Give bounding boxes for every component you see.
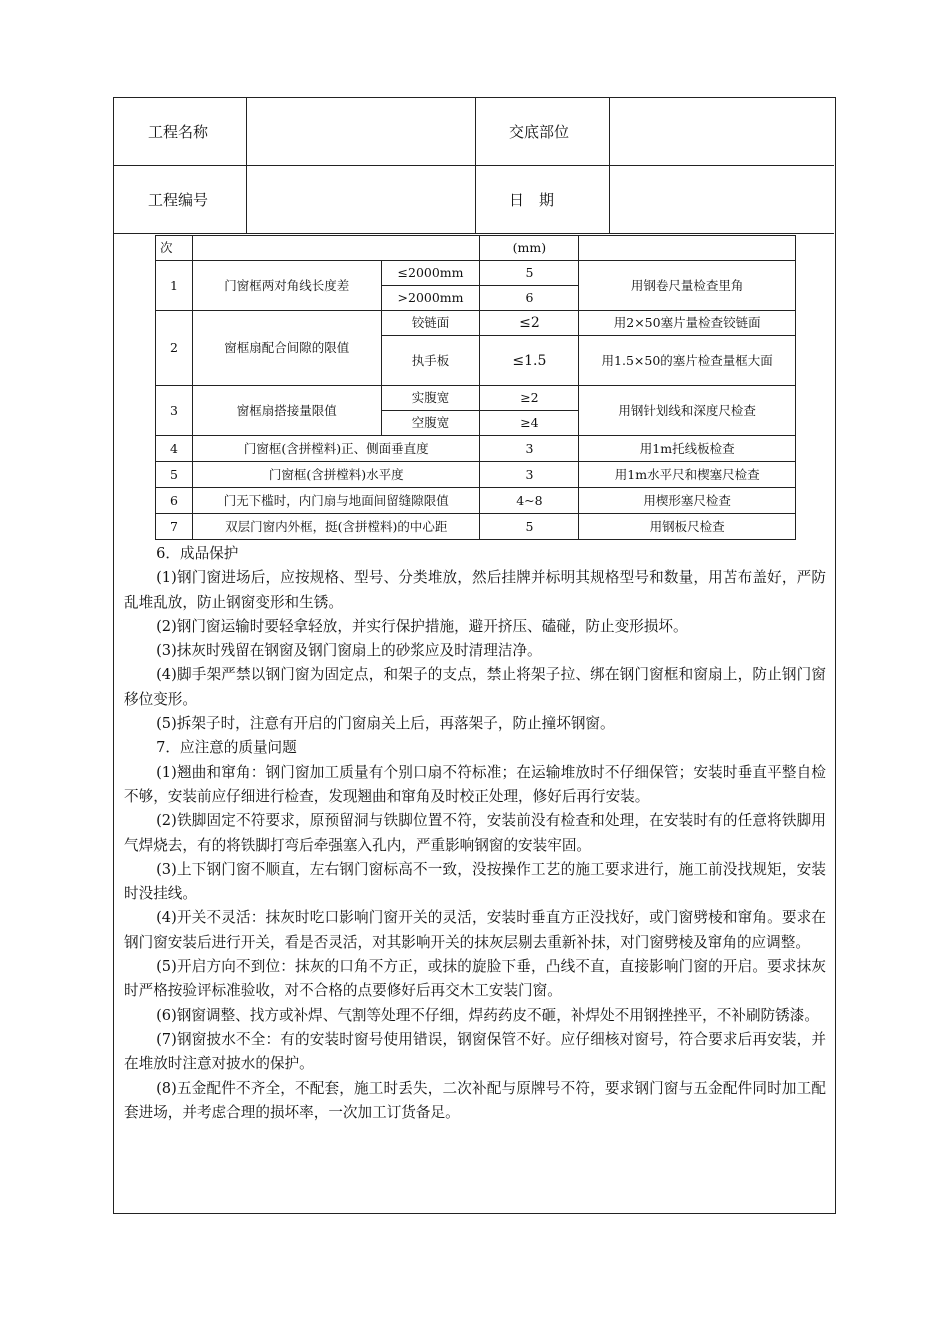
- row-value: ≤1.5: [480, 336, 579, 386]
- row-value: 3: [480, 462, 579, 488]
- paragraph: (4)脚手架严禁以钢门窗为固定点，和架子的支点，禁止将架子拉、绑在钢门窗框和窗扇上，防止钢门窗移位变形。: [124, 666, 826, 708]
- row-value: 5: [480, 261, 579, 286]
- row-no: 1: [156, 261, 193, 311]
- paragraph: (1)翘曲和窜角：钢门窗加工质量有个别口扇不符标准；在运输堆放时不仔细保管；安装时垂直平整自检不够，安装前应仔细进行检查，发现翘曲和窜角及时校正处理，修好后再行安装。: [124, 763, 826, 805]
- table-row: [156, 261, 796, 286]
- section-heading: 6．成品保护: [156, 545, 239, 562]
- head-unit: (mm): [480, 236, 579, 261]
- row-method: 用1m托线板检查: [579, 436, 796, 462]
- row-method: 用钢针划线和深度尺检查: [579, 386, 796, 436]
- row-sub: >2000mm: [381, 286, 480, 311]
- table-row: [156, 311, 796, 336]
- paragraph: (1)钢门窗进场后，应按规格、型号、分类堆放，然后挂牌并标明其规格型号和数量，用苫布盖好，严防乱堆乱放，防止钢窗变形和生锈。: [124, 569, 826, 611]
- paragraph: (8)五金配件不齐全，不配套，施工时丢失，二次补配与原牌号不符，要求钢门窗与五金配件同时加工配套进场，并考虑合理的损坏率，一次加工订货备足。: [124, 1079, 826, 1121]
- row-item: 窗框扇配合间隙的限值: [192, 311, 381, 386]
- row-no: 5: [156, 462, 193, 488]
- row-item: 门无下槛时，内门扇与地面间留缝隙限值: [192, 488, 480, 514]
- table-row: [156, 386, 796, 411]
- project-no-label: 工程编号: [114, 166, 247, 234]
- paragraph: (3)抹灰时残留在钢窗及钢门窗扇上的砂浆应及时清理洁净。: [156, 642, 542, 660]
- row-method: 用钢卷尺量检查里角: [579, 261, 796, 311]
- paragraph: (2)钢门窗运输时要轻拿轻放，并实行保护措施，避开挤压、磕碰，防止变形损坏。: [156, 617, 688, 635]
- body-text: [124, 542, 826, 1125]
- table-row: [156, 514, 796, 540]
- project-no-value: [247, 166, 476, 234]
- row-item: 门窗框(含拼樘料)正、侧面垂直度: [192, 436, 480, 462]
- row-value: 3: [480, 436, 579, 462]
- row-sub: 空腹宽: [381, 411, 480, 436]
- form-header: [114, 98, 834, 235]
- row-method: 用1m水平尺和楔塞尺检查: [579, 462, 796, 488]
- row-sub: 铰链面: [381, 311, 480, 336]
- table-row: [156, 488, 796, 514]
- row-method: 用钢板尺检查: [579, 514, 796, 540]
- row-no: 2: [156, 311, 193, 386]
- head-no: 次: [156, 236, 193, 261]
- table-head-row: [156, 236, 796, 261]
- row-method: 用2×50塞片量检查铰链面: [579, 311, 796, 336]
- head-method: [579, 236, 796, 261]
- section-label: 交底部位: [476, 98, 610, 166]
- row-sub: 实腹宽: [381, 386, 480, 411]
- row-value: ≥4: [480, 411, 579, 436]
- row-method: 用楔形塞尺检查: [579, 488, 796, 514]
- row-item: 窗框扇搭接量限值: [192, 386, 381, 436]
- paragraph: (4)开关不灵活：抹灰时吃口影响门窗开关的灵活，安装时垂直方正没找好，或门窗劈棱和窜角。要求在钢门窗安装后进行开关，看是否灵活，对其影响开关的抹灰层剔去重新补抹，对门窗劈棱及窜角的应调整。: [124, 909, 826, 951]
- row-no: 6: [156, 488, 193, 514]
- row-value: ≤2: [480, 311, 579, 336]
- project-name-label: 工程名称: [114, 98, 247, 166]
- table-row: [156, 436, 796, 462]
- row-no: 4: [156, 436, 193, 462]
- section-heading: 7．应注意的质量问题: [156, 739, 297, 757]
- row-value: ≥2: [480, 386, 579, 411]
- row-sub: 执手板: [381, 336, 480, 386]
- head-item: [192, 236, 480, 261]
- section-value: [610, 98, 834, 166]
- paragraph: (3)上下钢门窗不顺直，左右钢门窗标高不一致，没按操作工艺的施工要求进行，施工前没找规矩，安装时没挂线。: [124, 860, 826, 903]
- row-sub: ≤2000mm: [381, 261, 480, 286]
- paragraph: (2)铁脚固定不符要求，原预留洞与铁脚位置不符，安装前没有检查和处理，在安装时有的任意将铁脚用气焊烧去，有的将铁脚打弯后牵强塞入孔内，严重影响钢窗的安装牢固。: [124, 812, 826, 854]
- paragraph: (7)钢窗披水不全：有的安装时窗号使用错误，钢窗保管不好。应仔细核对窗号，符合要求后再安装，并在堆放时注意对披水的保护。: [124, 1030, 826, 1073]
- row-value: 6: [480, 286, 579, 311]
- row-no: 7: [156, 514, 193, 540]
- date-label: 日 期: [476, 166, 610, 234]
- table-row: [156, 462, 796, 488]
- row-value: 4~8: [480, 488, 579, 514]
- row-item: 双层门窗内外框，挺(含拼樘料)的中心距: [192, 514, 480, 540]
- project-name-value: [247, 98, 476, 166]
- row-no: 3: [156, 386, 193, 436]
- row-item: 门窗框两对角线长度差: [192, 261, 381, 311]
- row-value: 5: [480, 514, 579, 540]
- row-method: 用1.5×50的塞片检查量框大面: [579, 336, 796, 386]
- paragraph: (5)开启方向不到位：抹灰的口角不方正，或抹的旋脸下垂，凸线不直，直接影响门窗的开启。要求抹灰时严格按验评标准验收，对不合格的点要修好后再交木工安装门窗。: [124, 958, 826, 1000]
- handover-form: [113, 97, 836, 1214]
- date-value: [610, 166, 834, 234]
- row-item: 门窗框(含拼樘料)水平度: [192, 462, 480, 488]
- paragraph: (5)拆架子时，注意有开启的门窗扇关上后，再落架子，防止撞坏钢窗。: [156, 715, 615, 733]
- tolerance-table: [155, 235, 796, 540]
- paragraph: (6)钢窗调整、找方或补焊、气割等处理不仔细，焊药药皮不砸，补焊处不用钢挫挫平，不补刷防锈漆。: [156, 1006, 819, 1024]
